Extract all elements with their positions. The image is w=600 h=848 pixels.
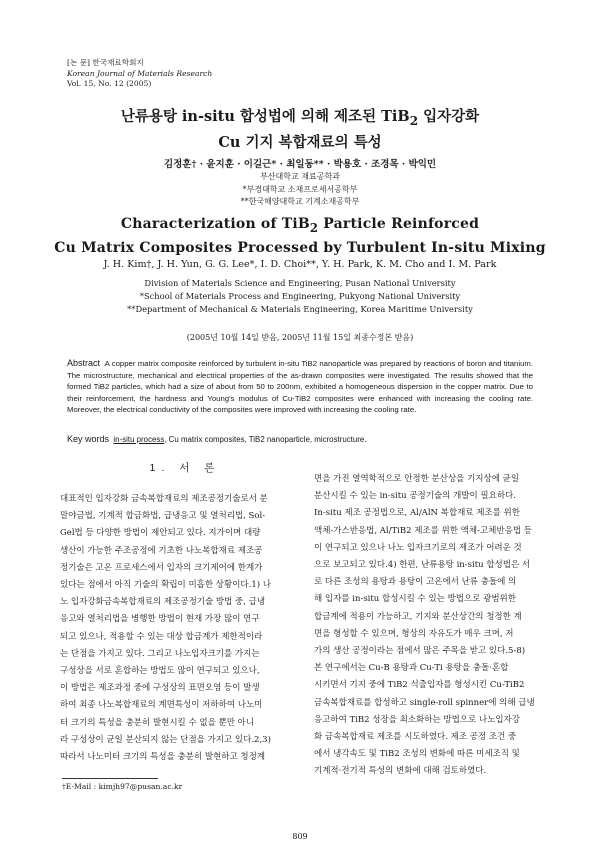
abstract	[67, 358, 533, 416]
korean-title-line2: Cu 기지 복합재료의 특성	[218, 133, 382, 151]
body-text-line: 생산이 가능한 주조공정에 기초한 나노복합재료 제조공	[60, 545, 263, 556]
body-text-line: 대표적인 입자강화 금속복합재료의 제조공정기술로서 분	[60, 494, 268, 504]
body-text-line: 노 입자강화금속복합재료의 제조공정기술 방법 중, 급냉	[60, 597, 266, 608]
body-text-line: 정기술은 고온 프로세스에서 입자의 크기제어에 한계가	[60, 562, 263, 573]
footnote-email: †E-Mail : kimjh97@pusan.ac.kr	[62, 782, 183, 791]
abstract-label: Abstract	[67, 358, 101, 368]
body-text-line: 해 입자를 in-situ 합성시킬 수 있는 방법으로 광범위한	[314, 594, 516, 605]
body-text-line: 하여 최종 나노복합재료의 계면특성이 저하하여 나노미	[60, 700, 263, 711]
body-text-line: 는 단점을 가지고 있다. 그리고 나노입자크기를 가지는	[60, 648, 260, 659]
korean-authors: 김정훈† · 윤지훈 · 이길근* · 최일동** · 박용호 · 조경목 · 박익민	[163, 159, 437, 170]
korean-affiliation: *부경대학교 소재프로세서공학부	[242, 184, 358, 194]
body-text-line: In-situ 제조 공정법으로, Al/AlN 복합재료 제조를 위한	[314, 508, 520, 519]
english-affiliations	[0, 277, 600, 316]
keywords-label: Key words	[67, 434, 110, 444]
body-text-line: 구성상을 서로 혼합하는 방법도 많이 연구되고 있으나,	[60, 666, 260, 677]
body-text-line: 이 연구되고 있으나 나노 입자크기로의 제조가 어려운 것	[314, 542, 522, 553]
body-text-line: 되고 있으나, 적용할 수 있는 대상 합금계가 제한적이라	[60, 631, 263, 642]
right-column	[314, 471, 542, 781]
english-title	[0, 214, 600, 258]
body-text-line: 라 구성상이 균일 분산되지 않는 단점을 가지고 있다.2,3)	[60, 734, 271, 745]
page-number: 809	[292, 832, 308, 841]
body-text-line: 시키면서 기지 중에 TiB2 석출입자를 형성시킨 Cu-TiB2	[314, 680, 525, 691]
keywords	[67, 434, 537, 444]
journal-volume: Vol. 15, No. 12 (2005)	[67, 79, 152, 88]
body-text-line: 합금계에 적용이 가능하고, 기지와 분산상간의 청정한 계	[314, 611, 522, 622]
korean-title-line1: 난류용탕 in-situ 합성법에 의해 제조된 TiB	[120, 108, 410, 125]
korean-title-line1-end: 입자강화	[418, 108, 480, 125]
body-text-line: 기계적·전기적 특성의 변화에 대해 검토하였다.	[314, 766, 487, 777]
body-text-line: 분산시킬 수 있는 in-situ 공정기술의 개발이 필요하다.	[314, 491, 516, 502]
body-text-line: 응고와 열처리법을 병행한 방법이 현재 가장 많이 연구	[60, 614, 260, 625]
korean-affiliation: 부산대학교 재료공학과	[260, 172, 340, 181]
body-text-line: 로 다른 조성의 용탕과 용탕이 고온에서 난류 충돌에 의	[314, 577, 517, 588]
abstract-text: A copper matrix composite reinforced by turbulent in-situ TiB2 nanoparticle was prepared by reactions of boron and titanium. The microstructure, mechanical and electrical properties of the as-drawn composites were investigated. The results showed that the formed TiB2 particles, which had a size of about from 50 to 200nm, exhibited a homogeneous dispersion in the copper matrix. Due to their reinforcement, the hardness and Young's modulus of Cu-TiB2 composites were enhanced with increasing the cooling rate. Moreover, the electrical conductivity of the composites were improved with increasing the cooling rate.	[67, 359, 533, 415]
english-affiliation: **Department of Mechanical & Materials Engineering, Korea Maritime University	[127, 304, 473, 314]
keyword-link[interactable]: in-situ process	[113, 435, 165, 444]
body-text-line: 터 크기의 특성을 충분히 발현시킬 수 없을 뿐만 아니	[60, 717, 255, 728]
journal-name-english: Korean Journal of Materials Research	[67, 68, 213, 78]
english-title-subscript: 2	[309, 220, 319, 235]
body-text-line: 액체-가스반응법, Al/TiB2 제조를 위한 액체-고체반응법 등	[314, 525, 532, 536]
english-affiliation: Division of Materials Science and Engineering, Pusan National University	[144, 278, 456, 288]
journal-header	[67, 58, 212, 90]
english-authors: J. H. Kim†, J. H. Yun, G. G. Lee*, I. D. Choi**, Y. H. Park, K. M. Cho and I. M. Park	[103, 259, 497, 270]
body-text-line: 면을 가진 열역학적으로 안정한 분산상을 기지상에 균일	[314, 474, 520, 484]
body-text-line: 이 방법은 제조과정 중에 구성상의 표면오염 등이 발생	[60, 683, 260, 694]
section-heading: 1. 서 론	[149, 462, 221, 474]
english-title-line2: Cu Matrix Composites Processed by Turbulent In-situ Mixing	[54, 239, 546, 256]
footnote-rule	[62, 778, 158, 779]
korean-title-subscript: 2	[409, 113, 419, 128]
body-text-line: 본 연구에서는 Cu-B 용탕과 Cu-Ti 용탕을 충돌·혼합	[314, 663, 509, 674]
english-affiliation: *School of Materials Process and Engineering, Pukyong National University	[139, 291, 461, 301]
received-dates: (2005년 10월 14일 받음, 2005년 11월 15일 최종수정본 받음)	[186, 333, 414, 342]
korean-affiliations	[0, 171, 600, 209]
korean-affiliation: **한국해양대학교 기계소재공학부	[240, 197, 360, 206]
body-text-line: 가의 생산 공정이라는 점에서 많은 주목을 받고 있다.5-8)	[314, 646, 526, 657]
body-text-line: 면을 형성할 수 있으며, 형상의 자유도가 매우 크며, 저	[314, 628, 514, 639]
body-text-line: 으로 보고되고 있다.4) 한편, 난류용탕 in-situ 합성법은 서	[314, 560, 531, 571]
body-text-line: 에서 냉각속도 및 TiB2 조성의 변화에 따른 미세조직 및	[314, 749, 520, 760]
korean-title	[0, 106, 600, 153]
body-text-line: Gel법 등 다양한 방법이 제안되고 있다. 지가이며 대량	[60, 528, 261, 539]
english-title-line1-end: Particle Reinforced	[318, 216, 480, 232]
body-text-line: 화 금속복합재료 제조를 시도하였다. 제조 공정 조건 중	[314, 732, 517, 743]
body-text-line: 금속복합재료를 합성하고 single-roll spinner에 의해 급냉	[314, 697, 535, 708]
left-column	[60, 491, 306, 766]
journal-name-korean: [논 문] 한국재료학회지	[67, 58, 144, 67]
body-text-line: 응고하여 TiB2 성장을 최소화하는 방법으로 나노입자강	[314, 714, 520, 725]
body-text-line: 따라서 나노미터 크기의 특성을 충분히 발현하고 청정계	[60, 752, 266, 763]
body-text-line: 있다는 점에서 아직 기술의 확립이 미흡한 상황이다.1) 나	[60, 580, 271, 591]
english-title-line1: Characterization of TiB	[120, 216, 310, 232]
keywords-list: , Cu matrix composites, TiB2 nanoparticle, microstructure.	[164, 435, 367, 444]
body-text-line: 말야금법, 기계적 합금화법, 급냉응고 및 열처리법, Sol-	[60, 511, 266, 522]
